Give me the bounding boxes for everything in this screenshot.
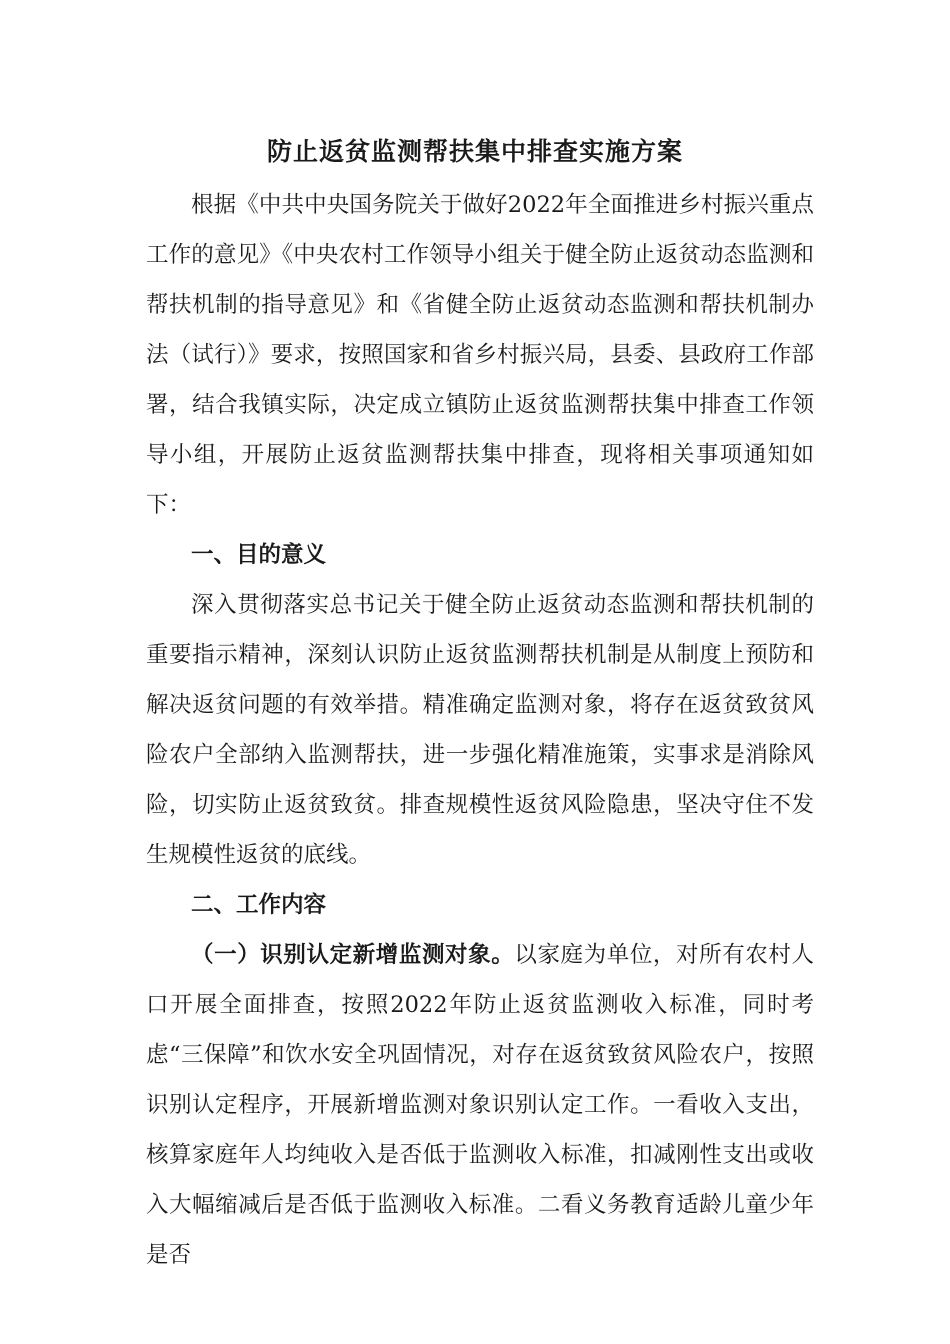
- document-title: 防止返贫监测帮扶集中排查实施方案: [266, 137, 683, 166]
- section-heading-work-content: 二、工作内容: [191, 892, 327, 918]
- intro-paragraph: 根据《中共中央国务院关于做好2022年全面推进乡村振兴重点工作的意见》《中央农村工作领导小组关于健全防止返贫动态监测和帮扶机制的指导意见》和《省健全防止返贫动态监测和帮扶机制办法（试行）》要求，按照国家和省乡村振兴局，县委、县政府工作部署，结合我镇实际，决定成立镇防止返贫监测帮扶集中排查工作领导小组，开展防止返贫监测帮扶集中排查，现将相关事项通知如下：: [146, 192, 814, 518]
- document-body: [146, 180, 814, 1280]
- work-item-lead: （一）识别认定新增监测对象。: [191, 942, 515, 968]
- purpose-paragraph: 深入贯彻落实总书记关于健全防止返贫动态监测和帮扶机制的重要指示精神，深刻认识防止返贫监测帮扶机制是从制度上预防和解决返贫问题的有效举措。精准确定监测对象，将存在返贫致贫风险农户全部纳入监测帮扶，进一步强化精准施策，实事求是消除风险，切实防止返贫致贫。排查规模性返贫风险隐患，坚决守住不发生规模性返贫的底线。: [146, 592, 814, 868]
- work-item-paragraph: [146, 930, 814, 1280]
- section-heading-purpose: 一、目的意义: [191, 542, 327, 568]
- work-item-body: 以家庭为单位，对所有农村人口开展全面排查，按照2022年防止返贫监测收入标准，同时考虑“三保障”和饮水安全巩固情况，对存在返贫致贫风险农户，按照识别认定程序，开展新增监测对象识别认定工作。一看收入支出，核算家庭年人均纯收入是否低于监测收入标准，扣减刚性支出或收入大幅缩减后是否低于监测收入标准。二看义务教育适龄儿童少年是否: [146, 942, 814, 1268]
